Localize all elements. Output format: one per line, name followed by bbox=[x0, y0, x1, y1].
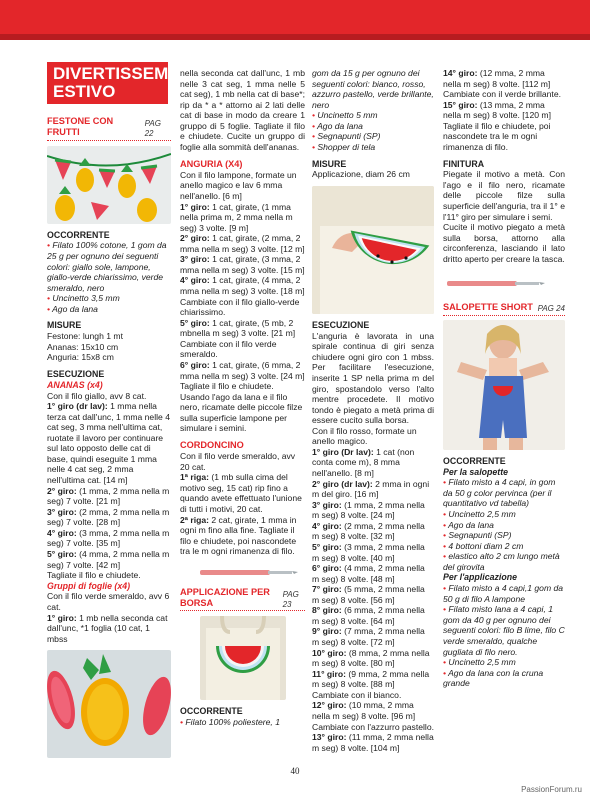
round-text: 1 cat, girate, (1 mma nella prima m, 2 mma nella m seg) 3 volte. [9 m] bbox=[180, 201, 293, 233]
round-text: 2 mma in ogni m del giro. [16 m] bbox=[312, 478, 430, 500]
instruction bbox=[312, 732, 434, 753]
round-label: 6° giro: bbox=[312, 563, 342, 574]
instruction bbox=[312, 700, 434, 721]
round-text: (1 mma, 2 mma nella m seg) 8 volte. [24 m] bbox=[312, 499, 425, 521]
occorrente-item: • Filato misto lana a 4 capi, 1 gom da 40 g per ognuno dei seguenti colori: filo B lime, filo C verde smeraldo, qualche gugliata di filo nero. bbox=[443, 604, 565, 657]
column-3 bbox=[312, 68, 434, 753]
round-label: 2ª riga: bbox=[180, 514, 209, 525]
occorrente-item: • Uncinetto 2,5 mm bbox=[443, 657, 565, 668]
instruction bbox=[312, 626, 434, 647]
esecuzione-heading: ESECUZIONE bbox=[312, 319, 370, 330]
occorrente-item: • elastico alto 2 cm lungo metà del girovita bbox=[443, 551, 565, 572]
round-text: (10 mma, 2 mma nella m seg) 8 volte. [96 m] bbox=[312, 700, 416, 721]
occorrente-item: • Ago da lana bbox=[47, 304, 171, 315]
crochet-hook-image bbox=[443, 274, 565, 292]
round-text: (1 mma, 2 mma nella m seg) 7 volte. [21 m] bbox=[47, 485, 170, 507]
misure-line: Festone: lungh 1 mt bbox=[47, 331, 123, 342]
occorrente-heading: OCCORRENTE bbox=[443, 455, 506, 466]
occorrente-item: • Ago da lana con la cruna grande bbox=[443, 668, 565, 689]
gruppi-subheading: Gruppi di foglie (x4) bbox=[47, 580, 131, 591]
instruction bbox=[312, 605, 434, 626]
occorrente-item: • Segnapunti (SP) bbox=[312, 131, 434, 142]
round-text: (9 mma, 2 mma nella m seg) 8 volte. [88 m] bbox=[312, 668, 430, 690]
finitura-heading: FINITURA bbox=[443, 158, 485, 169]
instruction: L'anguria è lavorata in una spirale continua di giri senza chiudere ogni giro con 1 mbss. Per facilitare l'esecuzione, inserite 1 SP nella prima m del giro, spostandolo verso l'alto mentre procedete. Il motivo tondo è piegato a metà prima di essere cucito sulla borsa. bbox=[312, 330, 434, 426]
instruction: Cambiate con il filo giallo-verde chiarissimo. bbox=[180, 296, 300, 318]
round-label: 7° giro: bbox=[312, 584, 342, 595]
occorrente-item: • Uncinetto 3,5 mm bbox=[47, 293, 171, 304]
round-text: (11 mma, 2 mma nella m seg) 8 volte. [104 m] bbox=[312, 732, 434, 753]
instruction bbox=[312, 648, 434, 669]
round-label: 1° giro (dr lav): bbox=[47, 401, 108, 412]
round-label: 4° giro: bbox=[180, 275, 210, 286]
instruction bbox=[180, 233, 305, 254]
misure-line: Applicazione, diam 26 cm bbox=[312, 169, 410, 180]
instruction: Cambiate con il verde brillante. bbox=[443, 89, 561, 100]
round-label: 5° giro: bbox=[312, 541, 342, 552]
instruction: Cambiate con il bianco. bbox=[312, 689, 402, 700]
festone-page-ref: PAG 22 bbox=[144, 118, 161, 138]
round-label: 2° giro: bbox=[47, 485, 77, 496]
round-label: 10° giro: bbox=[312, 647, 347, 658]
instruction bbox=[180, 360, 305, 381]
occorrente-heading: OCCORRENTE bbox=[180, 706, 243, 717]
round-label: 5° giro: bbox=[180, 317, 210, 328]
round-label: 3° giro: bbox=[47, 506, 77, 517]
round-text: (5 mma, 2 mma nella m seg) 8 volte. [56 m] bbox=[312, 584, 425, 605]
round-label: 12° giro: bbox=[312, 700, 347, 711]
round-label: 5° giro: bbox=[47, 548, 77, 559]
round-text: (12 mma, 2 mma nella m seg) 8 volte. [112 m] bbox=[443, 68, 551, 89]
instruction: Usando l'ago da lana e il filo nero, ricamate delle piccole filze sulla superficie lampone per simulare i semini. bbox=[180, 391, 303, 434]
round-text: (1 mb sulla cima del motivo seg, 15 cat) rip fino a quando avete effettuato l'unione di tutti i motivi, 20 cat. bbox=[180, 472, 302, 514]
instruction bbox=[47, 507, 171, 528]
instruction bbox=[47, 486, 171, 507]
round-text: 1 cat, girate, (2 mma, 2 mma nella m seg) 3 volte. [12 m] bbox=[180, 233, 305, 254]
round-text: (2 mma, 2 mma nella m seg) 7 volte. [28 m] bbox=[47, 506, 170, 528]
banner-line-1: DIVERTISSEMENT bbox=[53, 64, 203, 83]
instruction-continued: gom da 15 g per ognuno dei seguenti colori: bianco, rosso, azzurro pastello, verde brillante, nero bbox=[312, 68, 434, 110]
garland-photo bbox=[47, 146, 171, 224]
occorrente-item: • Filato misto a 4 capi,1 gom da 50 g di filo A lampone bbox=[443, 583, 565, 604]
watermark: PassionForum.ru bbox=[521, 785, 582, 794]
festone-header bbox=[47, 116, 171, 141]
instruction bbox=[180, 472, 305, 514]
instruction bbox=[47, 613, 171, 645]
column-2 bbox=[180, 68, 305, 728]
watermelon-bag-photo bbox=[312, 186, 434, 314]
instruction bbox=[443, 68, 565, 89]
round-label: 1° giro (Dr lav): bbox=[312, 446, 374, 457]
round-label: 11° giro: bbox=[312, 668, 347, 679]
round-label: 4° giro: bbox=[47, 527, 77, 538]
round-label: 2° giro (dr lav): bbox=[312, 478, 373, 489]
instruction: Con il filo lampone, formate un anello magico e lav 6 mma nell'anello. [6 m] bbox=[180, 169, 297, 201]
round-text: 1 cat (non conta come m), 8 mma nell'anello. [8 m] bbox=[312, 446, 415, 478]
instruction bbox=[312, 669, 434, 690]
instruction bbox=[312, 542, 434, 563]
round-text: 2 cat, girate, 1 mma in ogni m fino alla fine. Tagliate il filo e chiudete, poi nascondete tra le m ogni rimanenza di filo. bbox=[180, 514, 297, 557]
round-label: 6° giro: bbox=[180, 359, 210, 370]
occorrente-item: • Uncinetto 2,5 mm bbox=[443, 509, 565, 520]
instruction bbox=[180, 275, 305, 296]
instruction bbox=[312, 479, 434, 500]
misure-heading: MISURE bbox=[312, 158, 347, 169]
applicazione-title: APPLICAZIONE PER BORSA bbox=[180, 586, 270, 609]
round-text: (13 mma, 2 mma nella m seg) 8 volte. [120 m] Tagliate il filo e chiudete, poi nascondete tra le m ogni rimanenza di filo. bbox=[443, 99, 551, 152]
round-text: 1 cat, girate, (5 mb, 2 mbnella m seg) 3 volte. [21 m] bbox=[180, 317, 296, 339]
column-4 bbox=[443, 68, 565, 689]
round-text: 1 cat, girate, (4 mma, 2 mma nella m seg) 3 volte. [18 m] bbox=[180, 275, 305, 296]
round-text: 1 mma nella terza cat dall'unc, 1 mma nelle 4 cat seg, 3 mma nell'ultima cat, ruotate il lavoro per continuare sul lato opposto delle cat di base, quindi eseguite 1 mma nelle 4 cat seg, 2 mma nell'ultima cat. [14 m] bbox=[47, 401, 170, 485]
instruction bbox=[180, 202, 305, 234]
round-text: (6 mma, 2 mma nella m seg) 8 volte. [64 m] bbox=[312, 605, 425, 626]
instruction: Tagliate il filo e chiudete. bbox=[180, 381, 274, 392]
per-salopette-subheading: Per la salopette bbox=[443, 466, 509, 477]
bag-photo bbox=[200, 616, 286, 700]
top-red-bar bbox=[0, 0, 590, 40]
salopette-photo bbox=[443, 320, 565, 450]
round-text: (7 mma, 2 mma nella m seg) 8 volte. [72 m] bbox=[312, 626, 425, 647]
instruction: Con il filo rosso, formate un anello magico. bbox=[312, 425, 417, 447]
instruction-continued: nella seconda cat dall'unc, 1 mb nelle 3 cat seg, 1 mma nelle 5 cat seg), 1 mb nella cat di base*; rip da * a * attorno ai 2 lati delle cat di base in modo da creare 1 gruppo di 5 foglie. Tagliate il filo e chiudete. Cucite un gruppo di foglie alla sommità dell'ananas. bbox=[180, 68, 305, 152]
round-text: (3 mma, 2 mma nella m seg) 8 volte. [40 m] bbox=[312, 541, 425, 563]
misure-line: Anguria: 15x8 cm bbox=[47, 352, 114, 363]
esecuzione-heading: ESECUZIONE bbox=[47, 368, 105, 379]
round-label: 2° giro: bbox=[180, 233, 210, 244]
crochet-hook-image bbox=[180, 563, 305, 581]
occorrente-item: • Filato 100% cotone, 1 gom da 25 g per ognuno dei seguenti colori: giallo sole, lampone, giallo-verde chiarissimo, verde smeraldo, nero bbox=[47, 240, 171, 293]
instruction: Con il filo verde smeraldo, avv 20 cat. bbox=[180, 451, 296, 472]
fruit-closeup-photo bbox=[47, 650, 171, 758]
round-label: 9° giro: bbox=[312, 626, 342, 637]
instruction: Cambiate con l'azzurro pastello. bbox=[312, 721, 435, 732]
instruction bbox=[443, 100, 565, 153]
salopette-page-ref: PAG 24 bbox=[537, 303, 565, 313]
applicazione-header bbox=[180, 587, 305, 612]
instruction bbox=[47, 401, 171, 486]
round-text: (4 mma, 2 mma nella m seg) 7 volte. [42 m] bbox=[47, 548, 170, 570]
instruction bbox=[312, 500, 434, 521]
anguria-heading: ANGURIA (X4) bbox=[180, 158, 243, 169]
occorrente-item: • Segnapunti (SP) bbox=[443, 530, 565, 541]
section-banner bbox=[47, 62, 203, 104]
round-label: 8° giro: bbox=[312, 605, 342, 616]
instruction bbox=[180, 254, 305, 275]
instruction bbox=[312, 521, 434, 542]
cordoncino-heading: CORDONCINO bbox=[180, 439, 244, 450]
occorrente-item: • Ago da lana bbox=[443, 520, 565, 531]
round-text: (2 mma, 2 mma nella m seg) 8 volte. [32 m] bbox=[312, 520, 425, 542]
salopette-title: SALOPETTE SHORT bbox=[443, 302, 533, 313]
instruction: Con il filo verde smeraldo, avv 6 cat. bbox=[47, 591, 170, 612]
page-number: 40 bbox=[290, 766, 300, 776]
occorrente-item: • Ago da lana bbox=[312, 121, 434, 132]
round-label: 1° giro: bbox=[180, 201, 210, 212]
round-label: 4° giro: bbox=[312, 520, 342, 531]
round-text: (4 mma, 2 mma nella m seg) 8 volte. [48 m] bbox=[312, 563, 425, 584]
instruction: Piegate il motivo a metà. Con l'ago e il filo nero, ricamate delle piccole filze sulla superficie dell'anguria, tra il 1° e l'11° giro per simulare i semi. bbox=[443, 169, 565, 222]
festone-title: FESTONE CON FRUTTI bbox=[47, 116, 114, 138]
instruction bbox=[47, 549, 171, 570]
round-label: 13° giro: bbox=[312, 732, 347, 743]
occorrente-item: • Uncinetto 5 mm bbox=[312, 110, 434, 121]
round-label: 14° giro: bbox=[443, 68, 478, 78]
misure-line: Ananas: 15x10 cm bbox=[47, 341, 119, 352]
applicazione-page-ref: PAG 23 bbox=[282, 589, 299, 609]
occorrente-item: • Shopper di tela bbox=[312, 142, 434, 153]
round-text: 1 cat, girate, (3 mma, 2 mma nella m seg) 3 volte. [15 m] bbox=[180, 254, 305, 275]
instruction: Tagliate il filo e chiudete. bbox=[47, 570, 141, 581]
occorrente-item: • Filato misto a 4 capi, in gom da 50 g color pervinca (per il quantitativo vd tabella) bbox=[443, 477, 565, 509]
instruction bbox=[312, 584, 434, 605]
round-label: 15° giro: bbox=[443, 99, 478, 110]
round-text: (8 mma, 2 mma nella m seg) 8 volte. [80 m] bbox=[312, 647, 430, 669]
banner-line-2: ESTIVO bbox=[53, 82, 116, 101]
instruction bbox=[312, 563, 434, 584]
round-label: 3° giro: bbox=[180, 254, 210, 265]
round-text: (3 mma, 2 mma nella m seg) 7 volte. [35 m] bbox=[47, 527, 170, 549]
instruction bbox=[312, 447, 434, 479]
occorrente-item: • 4 bottoni diam 2 cm bbox=[443, 541, 565, 552]
salopette-header bbox=[443, 302, 565, 315]
occorrente-heading: OCCORRENTE bbox=[47, 229, 110, 240]
round-text: 1 cat, girate, (6 mma, 2 mma nella m seg) 3 volte. [24 m] bbox=[180, 359, 305, 381]
round-label: 3° giro: bbox=[312, 499, 342, 510]
instruction: Cucite il motivo piegato a metà sulla borsa, attorno alla circonferenza, lasciando il lato dritto aperto per creare la tasca. bbox=[443, 222, 565, 264]
instruction bbox=[47, 528, 171, 549]
round-text: 1 mb nella seconda cat dall'unc, *1 foglia (10 cat, 1 mbss bbox=[47, 612, 168, 644]
occorrente-item: • Filato 100% poliestere, 1 bbox=[180, 717, 305, 728]
misure-heading: MISURE bbox=[47, 320, 82, 331]
per-applicazione-subheading: Per l'applicazione bbox=[443, 572, 517, 583]
ananas-subheading: ANANAS (x4) bbox=[47, 379, 103, 390]
instruction bbox=[180, 318, 305, 339]
instruction: Con il filo giallo, avv 8 cat. bbox=[47, 390, 147, 401]
instruction bbox=[180, 515, 305, 557]
round-label: 1° giro: bbox=[47, 612, 77, 623]
instruction: Cambiate con il filo verde smeraldo. bbox=[180, 338, 277, 360]
round-label: 1ª riga: bbox=[180, 472, 209, 483]
